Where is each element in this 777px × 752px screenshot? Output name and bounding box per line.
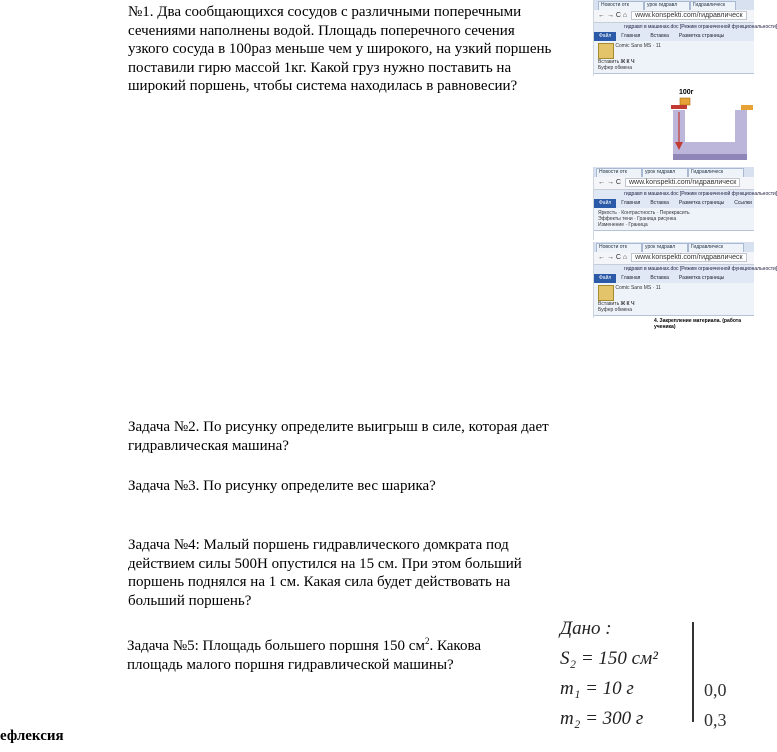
given-s2: S₂ = 150 см² [560, 648, 658, 669]
task-5-part-a: Задача №5: Площадь большего поршня 150 см [127, 638, 425, 654]
paste-icon [598, 285, 614, 301]
ribbon-tab-layout: Разметка страницы [678, 33, 725, 39]
task-1-text: №1. Два сообщающихся сосудов с различными поперечными сечениями наполнены водой. Площадь поперечного сечения узкого сосуда в 100раз меньше чем у широкого, на узкий поршень поставили гирю массой 1кг. Какой груз нужно поставить на широкий поршень, чтобы система находилась в равновесии? [128, 4, 552, 94]
browser-screenshot-3: Новости отк урок гидравл Гидравлическ ← → C ⌂ www.konspekti.com/гидравлическ гидравл в машинах.doc [Режим ограниченной функциональности] Файл Главная Вставка Разметка страницы Comic Sans MS · 11 Вставить Ж К Ч Буфер обмена 4. Закрепление материала. (работа ученика) [593, 242, 754, 318]
ribbon-tab-insert: Вставка [650, 33, 669, 39]
given-r1: 0,0 [704, 680, 727, 700]
word-title: гидравл в машинах.doc [Режим ограниченной функциональности] [594, 190, 754, 199]
address-bar: ← → C ⌂ www.konspekti.com/гидравлическ [594, 252, 754, 265]
address-bar: ← → C ⌂ www.konspekti.com/гидравлическ [594, 10, 754, 23]
ribbon-tabs [594, 32, 754, 41]
given-m2: m₂ = 300 г [560, 708, 644, 729]
given-title: Дано : [560, 618, 612, 639]
browser-tab: Новости отк [596, 168, 642, 177]
browser-tabs [594, 0, 754, 10]
given-r2: 0,3 [704, 710, 727, 730]
browser-tab: Гидравлическ [690, 1, 736, 10]
font-size: 11 [655, 43, 661, 49]
hydraulic-diagram [593, 82, 753, 162]
task-5-part-b: . Какова площадь малого поршня гидравлической машины? [127, 638, 481, 673]
reflexion-heading: ефлексия [0, 728, 64, 744]
weight-label: 100г [679, 89, 694, 96]
weight-block [680, 98, 690, 105]
browser-tab: Гидравлическ [688, 168, 744, 177]
ribbon-tab-file: Файл [594, 32, 616, 41]
browser-tab: урок гидравл [642, 168, 688, 177]
small-piston [671, 105, 687, 109]
word-title: гидравл в машинах.doc [Режим ограниченной функциональности] [594, 23, 754, 32]
ribbon: Comic Sans MS · 11 Вставить Ж К Ч Буфер обмена [594, 41, 754, 74]
paste-label: Вставить [598, 59, 620, 65]
address-bar: ← → C www.konspekti.com/гидравлическ [594, 177, 754, 190]
url-field: www.konspekti.com/гидравлическ [631, 11, 746, 20]
font-name: Comic Sans MS [615, 43, 652, 49]
task-5-sup: 2 [424, 636, 430, 646]
task-4-text: Задача №4: Малый поршень гидравлического домкрата под действием силы 500Н опустился на 15 см. При этом больший поршень поднялся на 1 см. Какая сила будет действовать на больший поршень? [128, 537, 522, 609]
given-m1: m₁ = 10 г [560, 678, 634, 699]
ribbon: Comic Sans MS · 11 Вставить Ж К Ч Буфер обмена [594, 283, 754, 316]
browser-tab: Новости отк [598, 1, 644, 10]
browser-screenshot-1 [593, 0, 777, 76]
given-block [552, 614, 750, 730]
browser-tab: урок гидравл [644, 1, 690, 10]
task-2-text: Задача №2. По рисунку определите выигрыш в силе, которая дает гидравлическая машина? [128, 419, 549, 454]
clipboard-label: Буфер обмена [598, 65, 632, 71]
divider [692, 622, 694, 722]
large-piston [741, 105, 753, 110]
u-tube-svg [593, 82, 753, 162]
task-5-text [127, 632, 527, 674]
task-3-text: Задача №3. По рисунку определите вес шарика? [128, 478, 436, 494]
browser-screenshot-2: Новости отк урок гидравл Гидравлическ ← → C www.konspekti.com/гидравлическ гидравл в машинах.doc [Режим ограниченной функциональности] Файл Главная Вставка Разметка страницы Ссылки Яркость · Контрастность · Перекрасить Эффекты тени · Граница рисунка Изменение · Граница [593, 167, 754, 240]
ribbon: Яркость · Контрастность · Перекрасить Эффекты тени · Граница рисунка Изменение · Граница [594, 208, 754, 231]
paste-icon [598, 43, 614, 59]
doc-line: 4. Закрепление материала. (работа ученика) [654, 318, 742, 330]
ribbon-tab-home: Главная [621, 33, 641, 39]
